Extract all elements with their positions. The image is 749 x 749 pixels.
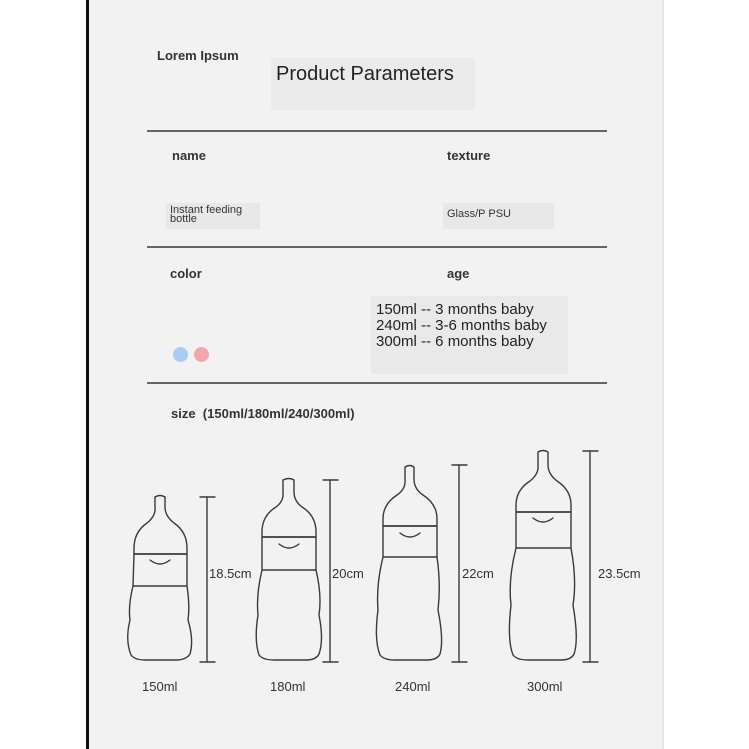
page-title: Product Parameters [276, 63, 454, 85]
brand-name: Lorem Ipsum [157, 48, 239, 63]
age-label: age [447, 266, 470, 281]
bottle-capacity-label: 150ml [142, 679, 178, 694]
size-label: size (150ml/180ml/240/300ml) [171, 406, 355, 421]
age-line: 240ml -- 3-6 months baby [376, 317, 547, 334]
texture-value: Glass/P PSU [447, 208, 511, 220]
name-label: name [172, 148, 206, 163]
texture-label: texture [447, 148, 491, 163]
bottle-height-label: 20cm [332, 566, 364, 581]
bottle-capacity-label: 180ml [270, 679, 306, 694]
bottle-capacity-label: 300ml [527, 679, 563, 694]
bottle-180ml-drawing [256, 479, 338, 663]
bottle-240ml-drawing [376, 465, 467, 662]
age-line: 150ml -- 3 months baby [376, 301, 534, 318]
age-line: 300ml -- 6 months baby [376, 333, 534, 350]
bottle-capacity-label: 240ml [395, 679, 431, 694]
bottle-150ml-drawing [128, 496, 215, 663]
name-value: Instant feeding bottle [170, 204, 243, 225]
color-label: color [170, 266, 202, 281]
bottle-height-label: 18.5cm [209, 566, 252, 581]
bottle-300ml-drawing [509, 451, 598, 663]
bottle-height-label: 23.5cm [598, 566, 641, 581]
bottle-height-label: 22cm [462, 566, 494, 581]
